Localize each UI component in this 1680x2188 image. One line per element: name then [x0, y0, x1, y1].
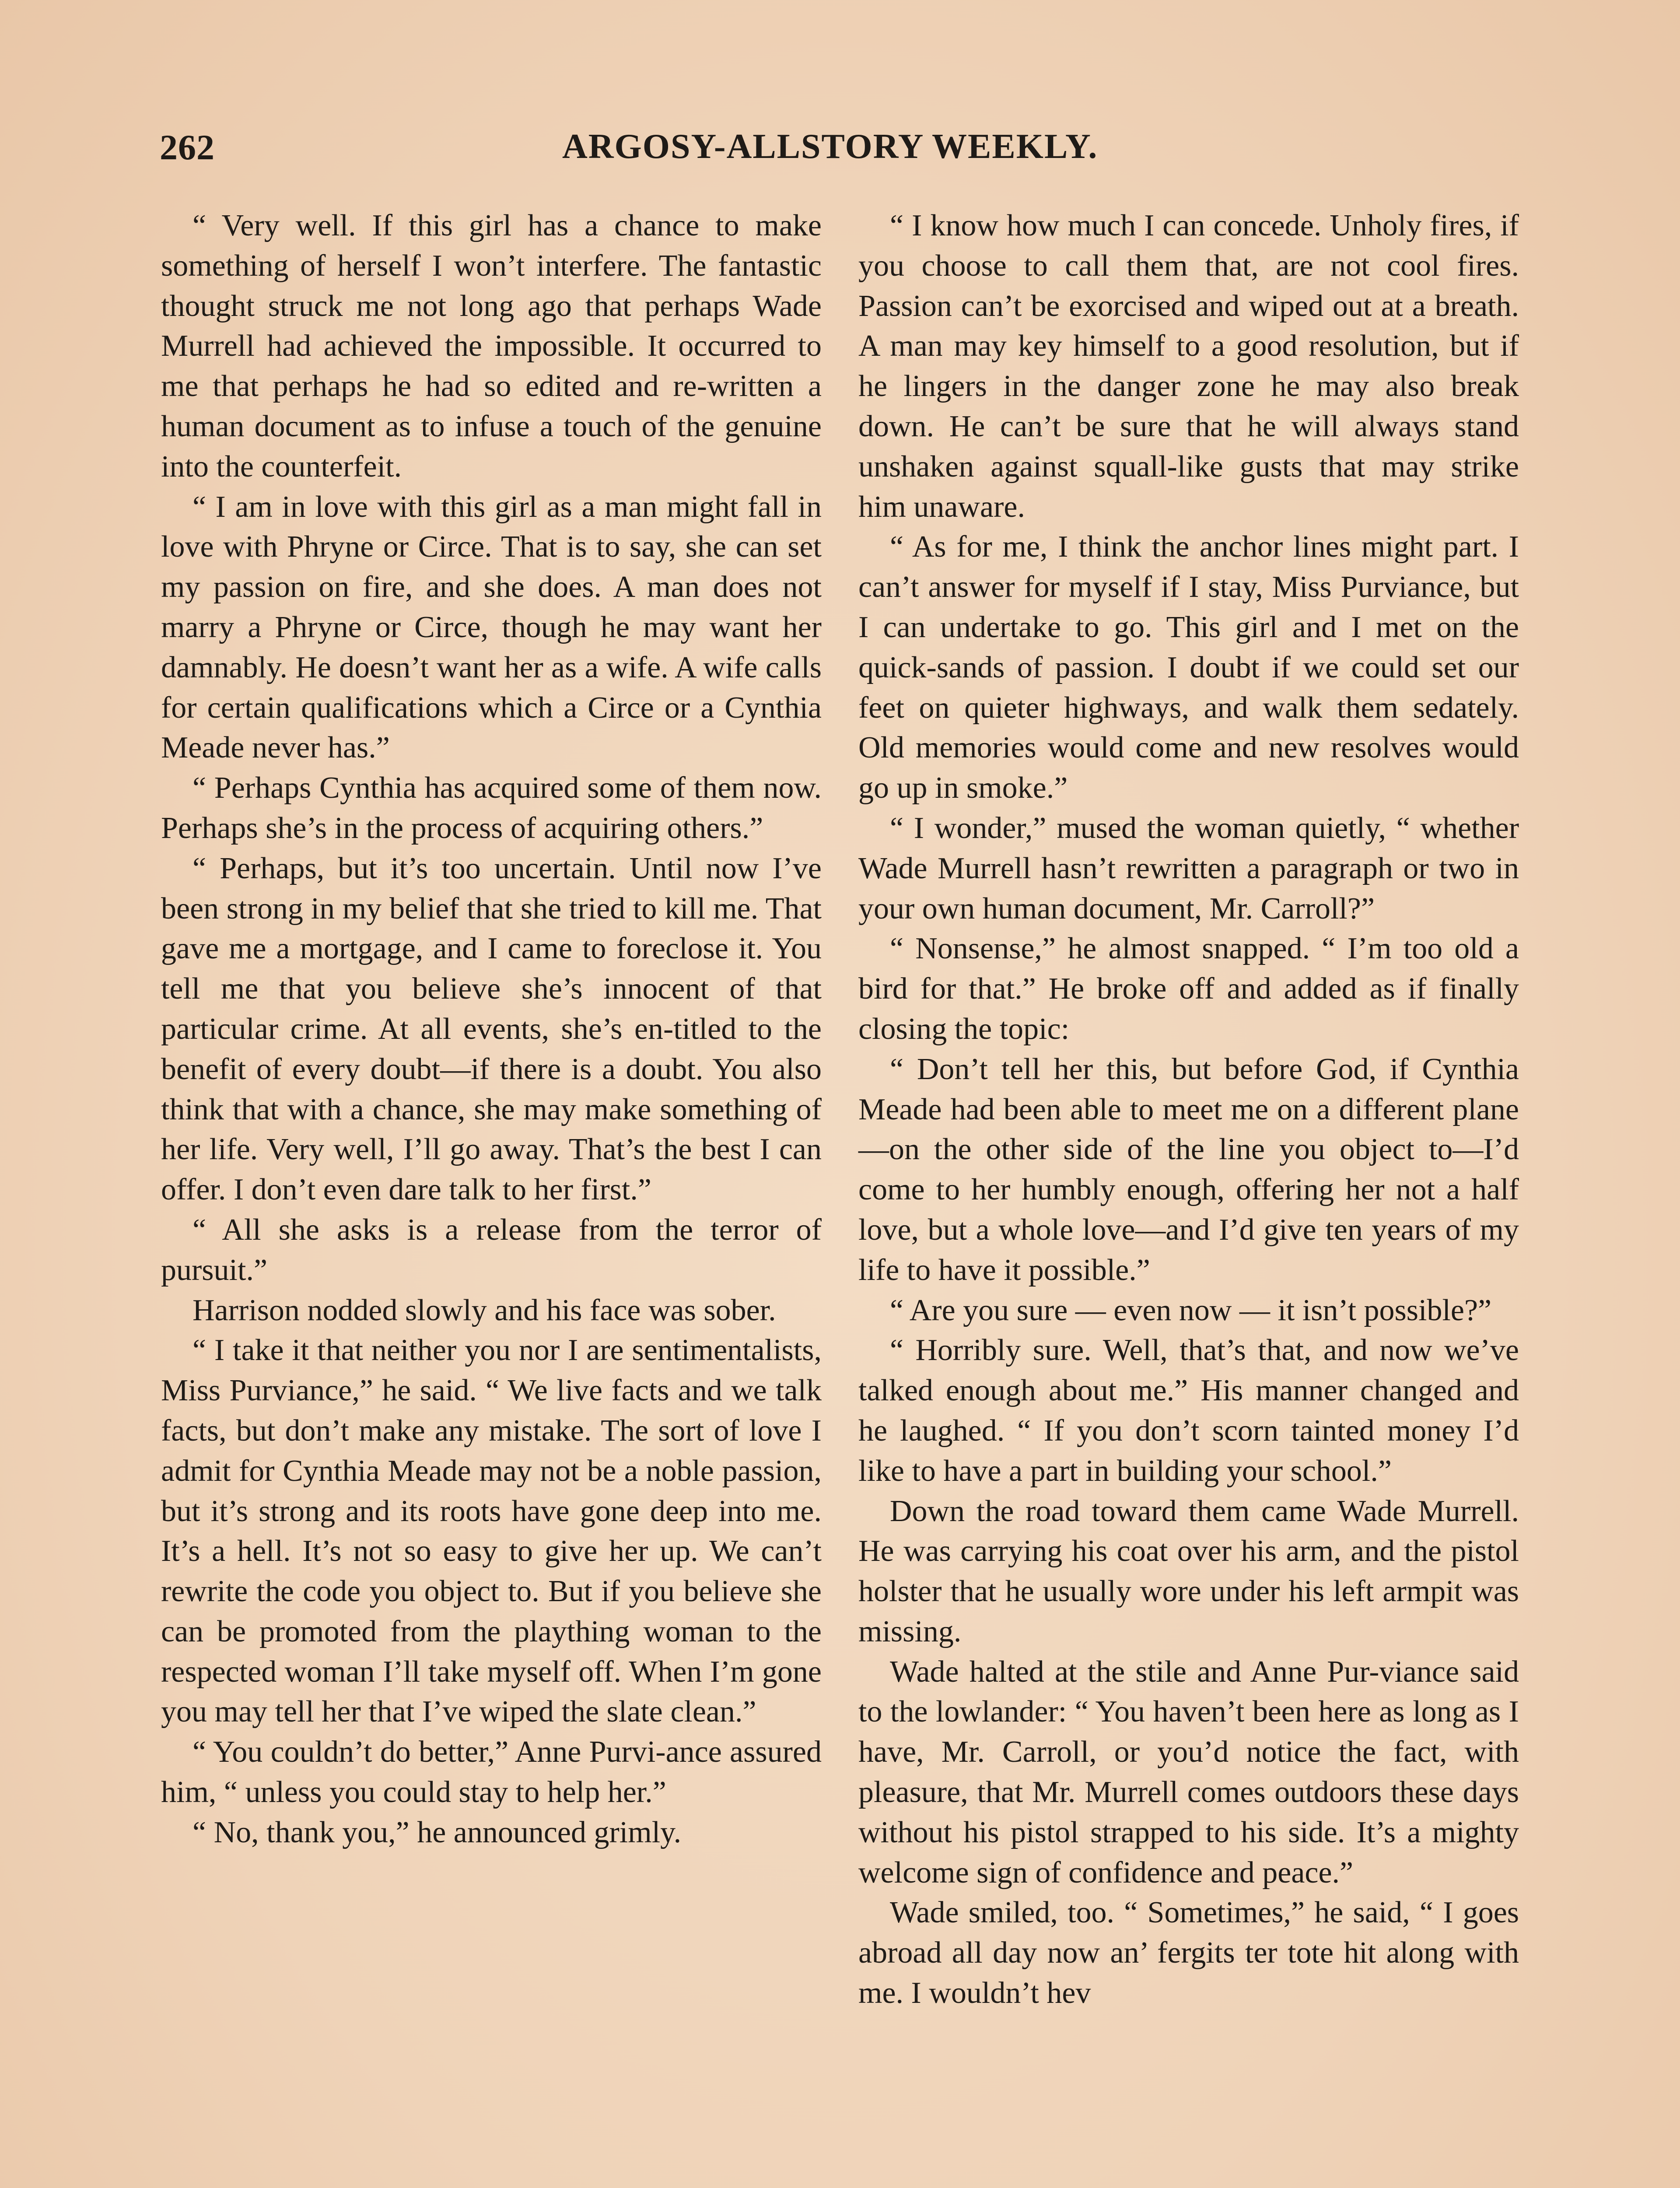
paragraph: “ All she asks is a release from the terror of pursuit.”	[161, 1213, 822, 1287]
paragraph: “ Horribly sure. Well, that’s that, and now we’ve talked enough about me.” His manner changed and he laughed. “ If you don’t scorn tainted money I’d like to have a part in building your school.”	[858, 1333, 1519, 1488]
right-column	[858, 206, 1519, 2013]
page-number: 262	[160, 127, 215, 167]
paragraph: “ As for me, I think the anchor lines might part. I can’t answer for myself if I stay, Miss Purviance, but I can undertake to go. This girl and I met on the quick-sands of passion. I doubt if we could set our feet on quieter highways, and walk them sedately. Old memories would come and new resolves would go up in smoke.”	[858, 530, 1519, 805]
paragraph: “ Very well. If this girl has a chance to make something of herself I won’t interfere. The fantastic thought struck me not long ago that perhaps Wade Murrell had achieved the impossible. It occurred to me that perhaps he had so edited and re-written a human document as to infuse a touch of the genuine into the counterfeit.	[161, 209, 822, 484]
paragraph: “ Are you sure — even now — it isn’t possible?”	[890, 1293, 1492, 1327]
paragraph: “ I am in love with this girl as a man might fall in love with Phryne or Circe. That is to say, she can set my passion on fire, and she does. A man does not marry a Phryne or Circe, though he may want her damnably. He doesn’t want her as a wife. A wife calls for certain qualifications which a Circe or a Cynthia Meade never has.”	[161, 490, 822, 765]
paragraph: “ I take it that neither you nor I are sentimentalists, Miss Purviance,” he said. “ We live facts and we talk facts, but don’t make any mistake. The sort of love I admit for Cynthia Meade may not be a noble passion, but it’s strong and its roots have gone deep into me. It’s a hell. It’s not so easy to give her up. We can’t rewrite the code you object to. But if you believe she can be promoted from the plaything woman to the respected woman I’ll take myself off. When I’m gone you may tell her that I’ve wiped the slate clean.”	[161, 1333, 822, 1729]
left-column	[161, 206, 822, 1853]
paragraph: “ You couldn’t do better,” Anne Purvi-ance assured him, “ unless you could stay to help her.”	[161, 1735, 822, 1809]
paragraph: “ No, thank you,” he announced grimly.	[192, 1815, 682, 1849]
running-head: ARGOSY-ALLSTORY WEEKLY.	[562, 127, 1098, 166]
paragraph: “ Nonsense,” he almost snapped. “ I’m too old a bird for that.” He broke off and added as if finally closing the topic:	[858, 932, 1519, 1046]
paragraph: “ I know how much I can concede. Unholy fires, if you choose to call them that, are not cool fires. Passion can’t be exorcised and wiped out at a breath. A man may key himself to a good resolution, but if he lingers in the danger zone he may also break down. He can’t be sure that he will always stand unshaken against squall-like gusts that may strike him unaware.	[858, 209, 1519, 524]
paragraph: Wade smiled, too. “ Sometimes,” he said, “ I goes abroad all day now an’ fergits ter tote hit along with me. I wouldn’t hev	[858, 1896, 1519, 2010]
paragraph: Wade halted at the stile and Anne Pur-viance said to the lowlander: “ You haven’t been here as long as I have, Mr. Carroll, or you’d notice the fact, with pleasure, that Mr. Murrell comes outdoors these days without his pistol strapped to his side. It’s a mighty welcome sign of confidence and peace.”	[858, 1655, 1519, 1890]
paragraph: “ Perhaps Cynthia has acquired some of them now. Perhaps she’s in the process of acquiring others.”	[161, 771, 822, 845]
paragraph: “ Don’t tell her this, but before God, if Cynthia Meade had been able to meet me on a different plane—on the other side of the line you object to—I’d come to her humbly enough, offering her not a half love, but a whole love—and I’d give ten years of my life to have it possible.”	[858, 1052, 1519, 1287]
page-header	[160, 127, 1525, 175]
paragraph: “ Perhaps, but it’s too uncertain. Until now I’ve been strong in my belief that she tried to kill me. That gave me a mortgage, and I came to foreclose it. You tell me that you believe she’s innocent of that particular crime. At all events, she’s en-titled to the benefit of every doubt—if there is a doubt. You also think that with a chance, she may make something of her life. Very well, I’ll go away. That’s the best I can offer. I don’t even dare talk to her first.”	[161, 851, 822, 1207]
paragraph: Harrison nodded slowly and his face was sober.	[192, 1293, 776, 1327]
paragraph: “ I wonder,” mused the woman quietly, “ whether Wade Murrell hasn’t rewritten a paragraph or two in your own human document, Mr. Carroll?”	[858, 811, 1519, 926]
paragraph: Down the road toward them came Wade Murrell. He was carrying his coat over his arm, and the pistol holster that he usually wore under his left armpit was missing.	[858, 1494, 1519, 1648]
